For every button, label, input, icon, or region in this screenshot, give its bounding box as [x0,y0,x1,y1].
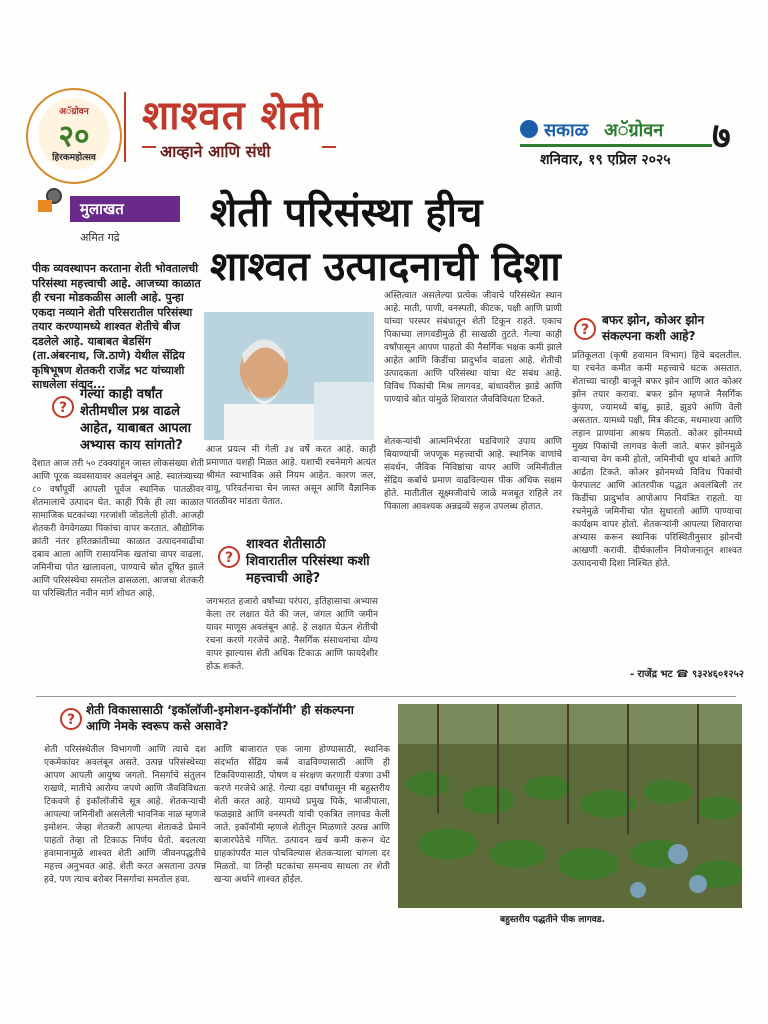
masthead-divider [124,92,126,162]
ornament-right [322,146,336,148]
farm-photo-caption: बहुस्तरीय पद्धतीने पीक लागवड. [500,915,606,925]
question-icon-4: ? [574,318,596,340]
q2-body-top: अस्तित्वात असलेल्या प्रत्येक जीवाचे परिसंस्थेत स्थान आहे. माती, पाणी, वनस्पती, कीटक, पक्षी आणि प्राणी यांच्या परस्पर संबंधातून शेती टिकून राहते. एकाच पिकाच्या लागवडीमुळे ही साखळी तुटते. गेल्या काही वर्षांपासून आपण पाहतो की नैसर्गिक भक्षक कमी झाले आहेत आणि किडींचा प्रादुर्भाव वाढला आहे. शेतीची उत्पादकता आणि परिसंस्था यांचा थेट संबंध आहे. विविध पिकांची मिश्र लागवड, बांधावरील झाडे आणि पाण्याचे स्रोत यांमुळे शिवारात जैवविविधता टिकते. [384,291,562,405]
q4-body: प्रतिकूलता (कृषी हवामान विभाग) हिचे बदलतील. या रचनेत कमीत कमी महत्त्वाचे घटक असतात. शेताच्या चारही बाजूने बफर झोन आणि आत कोअर झोन तयार करावा. बफर झोन म्हणजे नैसर्गिक कुंपण, ज्यामध्ये बांबू, झाडे, झुडपे आणि वेली असतात. यामध्ये पक्षी, मित्र कीटक, मधमाश्या आणि लहान प्राण्यांना आश्रय मिळतो. कोअर झोनमध्ये मुख्य पिकांची लागवड केली जाते. बफर झोनमुळे वाऱ्याचा वेग कमी होतो, जमिनीची धूप थांबते आणि आर्द्रता टिकते. कोअर झोनमध्ये विविध पिकांची फेरपालट आणि आंतरपीक पद्धत अवलंबिली तर किडींचा प्रादुर्भाव आपोआप नियंत्रित राहतो. या रचनेमुळे जमिनीचा पोत सुधारतो आणि पाण्याचा कार्यक्षम वापर होतो. शेतकऱ्यांनी आपल्या शिवाराचा अभ्यास करून स्थानिक परिस्थितीनुसार झोनची आखणी करावी. दीर्घकालीन नियोजनातून शाश्वत उत्पादनाची दिशा निश्चित होते. [572,351,742,569]
question-icon-2: ? [218,546,240,568]
q4-heading: बफर झोन, कोअर झोन संकल्पना कशी आहे? [602,313,705,343]
anniversary-badge [26,88,122,184]
author-byline: अमित गद्रे [80,231,120,244]
farm-photo [398,704,742,908]
headline-line-1: शेती परिसंस्था हीच [210,190,483,236]
q2-body-mid: शेतकऱ्यांची आत्मनिर्भरता घडविणारे उपाय आणि बियाण्यांची जपणूक महत्त्वाची आहे. स्थानिक वाणांचे संवर्धन, जैविक निविष्ठांचा वापर आणि जमिनीतील सेंद्रिय कर्बाचे प्रमाण वाढविल्यास पीक अधिक सक्षम होते. मातीतील सूक्ष्मजीवांचे जाळे मजबूत राहिले तर पिकाला आवश्यक अन्नद्रव्ये सहज उपलब्ध होतात. [384,437,562,512]
portrait-photo [204,312,374,440]
farmer-portrait-image [204,312,374,440]
q2-body-low: जगभरात हजारो वर्षांच्या परंपरा, इतिहासाचा अभ्यास केला तर लक्षात येते की जल, जंगल आणि जमीन यावर माणूस अवलंबून आहे. हे लक्षात घेऊन शेतीची रचना करणे गरजेचे आहे. नैसर्गिक संसाधनांचा योग्य वापर झाल्यास शेती अधिक टिकाऊ आणि फायदेशीर होऊ शकते. [206,597,378,672]
headline-line-2: शाश्वत उत्पादनाची दिशा [210,244,561,290]
headline [210,186,750,294]
badge-number: २० [58,119,90,154]
photo-adjacent-text: आज प्रयत्न मी गेली ३४ वर्षे करत आहे. काही प्रमाणात यशही मिळत आहे. यशाची रचनेमागे अत्यंत श्रीमंत स्वाभाविक असे नियम आहेत. कारण जल, वायू, परिवर्तनाचा चेन जास्त असून आणि वैज्ञानिक पातळीवर मांडता येतात. [206,445,376,507]
page-number: ७ [712,116,731,157]
sakal-logo-icon [520,120,538,138]
farm-crops-image [398,704,742,908]
q2-heading: शाश्वत शेतीसाठी शिवारातील परिसंस्था कशी महत्त्वाची आहे? [246,537,370,586]
question-icon: ? [52,396,74,418]
masthead-title: शाश्वत शेती [142,93,323,139]
signature-line: - राजेंद्र भट ☎ ९३२४६०१२५२ [630,669,745,680]
brand-logo-block [520,116,712,144]
q3-heading: शेती विकासासाठी ‘इकॉलॉजी-इमोशन-इकॉनॉमी’ ही संकल्पना आणि नेमके स्वरूप कसे असावे? [86,703,354,733]
q3-body-left: शेती परिसंस्थेतील विभागणी आणि त्याचे दश एकमेकांवर अवलंबून असते. उत्पन्न परिसंस्थेच्या आपण आपली आयुष्य जगतो. निसर्गाचे संतुलन राखणे, मातीचे आरोग्य जपणे आणि जैवविविधता टिकवणे हे इकॉलॉजीचे सूत्र आहे. शेतकऱ्याची आपल्या जमिनीशी असलेली भावनिक नाळ म्हणजे इमोशन. जेव्हा शेतकरी आपल्या शेताकडे प्रेमाने पाहतो तेव्हा तो टिकाऊ निर्णय घेतो. बदलत्या हवामानामुळे शाश्वत शेती आणि जीवनपद्धतीचे महत्त्व अनुभवत आहे. शेती करत असताना उत्पन्न हवे, पण त्याच बरोबर निसर्गाचा समतोल हवा. [44,745,206,885]
q1-body: देशात आज तरी ५० टक्क्यांहून जास्त लोकसंख्या शेती आणि पूरक व्यवसायावर अवलंबून आहे. स्वातंत्र्याच्या ८० वर्षांपूर्वी आपली पूर्वज स्थानिक पातळीवर शेतमालाचे उत्पादन घेत. काही पिके ही त्या काळात सामाजिक घटकांच्या गरजांशी जोडलेली होती. आजही शेतकरी वेगवेगळ्या पिकांचा वापर करतात. औद्योगिक क्रांती नंतर हरितक्रांतीच्या काळात उत्पादनवाढीचा दबाव आला आणि रासायनिक खतांचा वापर वाढला. जमिनीचा पोत खालावला, पाण्याचे स्रोत दूषित झाले आणि परिसंस्थेचा समतोल ढासळला. आजचा शेतकरी या परिस्थितीत नवीन मार्ग शोधत आहे. [32,459,204,599]
dateline: शनिवार, १९ एप्रिल २०२५ [540,152,671,168]
badge-bottom-text: हिरकमहोत्सव [52,153,96,163]
brand-agro: अॅग्रोवन [604,120,664,141]
brand-name: सकाळ [544,120,589,141]
ornament-left [142,146,156,148]
microphone-icon [36,186,66,216]
intro-paragraph: पीक व्यवस्थापन करताना शेती भोवतालची परिसंस्था महत्त्वाची आहे. आजच्या काळात ही रचना मोडकळीस आली आहे. पुन्हा एकदा नव्याने शेती परिसरातील परिसंस्था तयार करण्यामध्ये शाश्वत शेतीचे बीज दडलेले आहे. याबाबत बेडसिंग (ता.अंबरनाथ, जि.ठाणे) येथील सेंद्रिय कृषिभूषण शेतकरी राजेंद्र भट यांच्याशी साधलेला संवाद... [32,262,201,391]
badge-inner [38,98,110,170]
q1-heading: गेल्या काही वर्षांत शेतीमधील प्रश्न वाढले आहेत, याबाबत आपला अभ्यास काय सांगतो? [80,387,191,453]
question-icon-3: ? [60,708,82,730]
section-label: मुलाखत [70,196,180,222]
brand-underline [520,144,712,147]
q3-body-right: आणि बाजारात एक जागा होण्यासाठी, स्थानिक संदर्भात सेंद्रिय कर्ब वाढविण्यासाठी आणि ही टिकविण्यासाठी, पोषण व संरक्षण करणारी यंत्रणा उभी करणे गरजेचे आहे. गेल्या दहा वर्षांपासून मी बहुस्तरीय शेती करत आहे. यामध्ये प्रमुख पिके, भाजीपाला, फळझाडे आणि वनस्पती यांची एकत्रित लागवड केली जाते. इकॉनॉमी म्हणजे शेतीतून मिळणारे उत्पन्न आणि बाजारपेठेचे गणित. उत्पादन खर्च कमी करून थेट ग्राहकांपर्यंत माल पोचविल्यास शेतकऱ्याला चांगला दर मिळतो. या तिन्ही घटकांचा समन्वय साधला तर शेती खऱ्या अर्थाने शाश्वत होईल. [214,745,390,885]
badge-top-text: अॅग्रोवन [59,107,89,117]
masthead-subtitle: आव्हाने आणि संधी [160,142,271,161]
section-divider [36,696,736,697]
